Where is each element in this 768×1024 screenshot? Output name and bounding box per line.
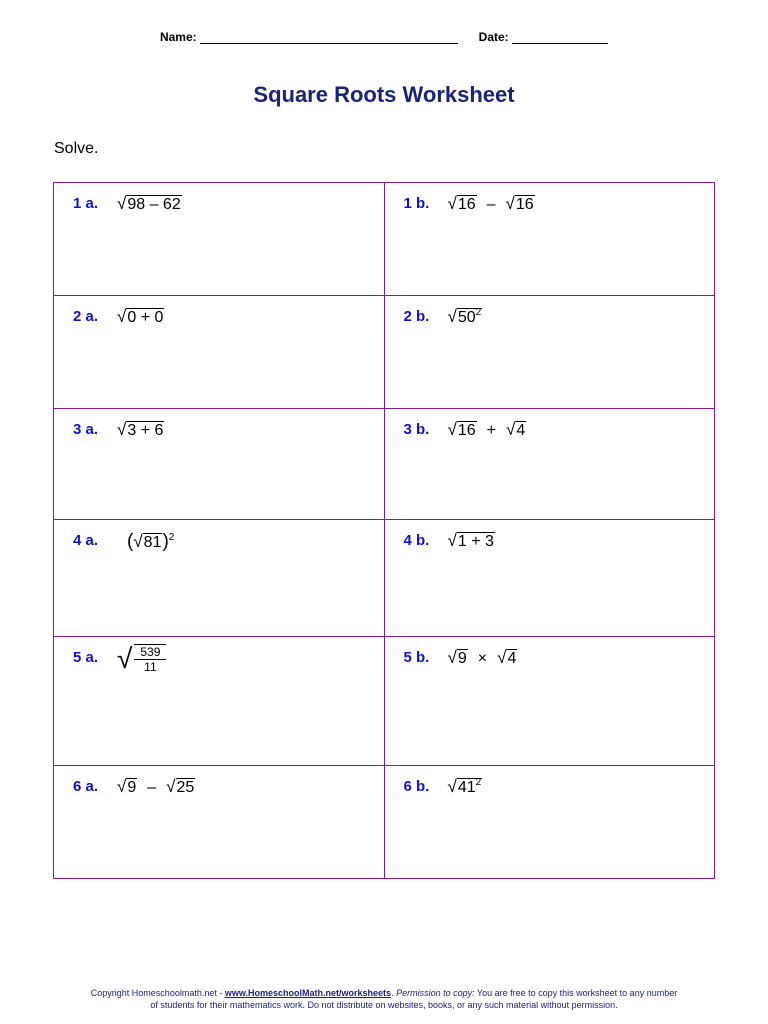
worksheet-title: Square Roots Worksheet [253,82,515,107]
problem-number: 6 b. [403,778,430,795]
permission-text: You are free to copy this worksheet to any number of students for their mathematics work. Do not distribute on websites, books, or any such material without permission. [150,988,678,1010]
problem-number: 2 a. [73,308,99,325]
radical-icon: √ [447,307,457,326]
problem-cell-3b [384,409,715,520]
problem-expression: √16 + √4 [447,420,526,439]
problem-expression: √1 + 3 [447,531,494,550]
radical-icon: √ [447,777,457,796]
problem-cell-6b [384,766,715,879]
radical-icon: √ [447,194,457,213]
problem-expression: √9 × √4 [447,648,517,667]
problem-number: 1 b. [403,195,430,212]
problem-number: 3 b. [403,421,430,438]
problem-expression: $√41^2$ [447,777,482,796]
radical-icon: √ [505,194,515,213]
problem-number: 5 a. [73,649,99,666]
problem-expression: $(√81)^2$ [127,531,175,552]
problem-cell-4b [384,520,715,637]
problems-grid [53,182,715,879]
homeschoolmath-link[interactable]: www.HomeschoolMath.net/worksheets [224,988,392,998]
problem-expression: √16 – √16 [447,194,534,213]
radical-icon: √ [117,194,127,213]
problem-cell-1a [54,183,385,296]
problem-cell-4a [54,520,385,637]
name-label: Name: [159,30,197,44]
date-label: Date: [478,30,509,44]
problem-expression: √9 – √25 [117,777,195,796]
problem-expression: $√50^2$ [447,307,482,326]
problem-number: 4 a. [73,532,99,549]
problem-expression: √0 + 0 [117,307,164,326]
problem-cell-5a [54,637,385,766]
problem-number: 2 b. [403,308,430,325]
radical-icon: √ [133,532,143,551]
date-blank-line[interactable] [512,31,608,44]
problem-expression: √3 + 6 [117,420,164,439]
problem-cell-2b [384,296,715,409]
name-blank-line[interactable] [200,31,458,44]
problem-number: 4 b. [403,532,430,549]
radical-icon: √ [117,777,127,796]
problem-number: 3 a. [73,421,99,438]
problem-expression: √ $\frac{539}{11}$ [117,643,166,675]
problem-cell-3a [54,409,385,520]
problem-cell-5b [384,637,715,766]
problem-cell-1b [384,183,715,296]
instruction-text: Solve. [54,140,99,157]
problem-number: 1 a. [73,195,99,212]
copyright-footer: Copyright Homeschoolmath.net - www.HomeschoolMath.net/worksheets. Permission to copy: You are free to copy this worksheet to any number of students for their mathematics work. Do not distribute on websites, books, or any such material without permission. [90,988,678,1010]
permission-label: Permission to copy: [396,988,475,998]
radical-icon: √ [497,648,507,667]
radical-icon: √ [505,420,516,439]
problem-cell-2a [54,296,385,409]
radical-icon: √ [447,531,457,550]
radical-icon: √ [447,420,457,439]
radical-icon: √ [117,643,133,674]
radical-icon: √ [447,648,457,667]
problem-cell-6a [54,766,385,879]
radical-icon: √ [166,777,176,796]
radical-icon: √ [117,307,127,326]
radical-icon: √ [117,420,127,439]
student-info-header [0,30,768,44]
problem-number: 6 a. [73,778,99,795]
problem-number: 5 b. [403,649,430,666]
problem-expression: √98 – 62 [117,194,181,213]
